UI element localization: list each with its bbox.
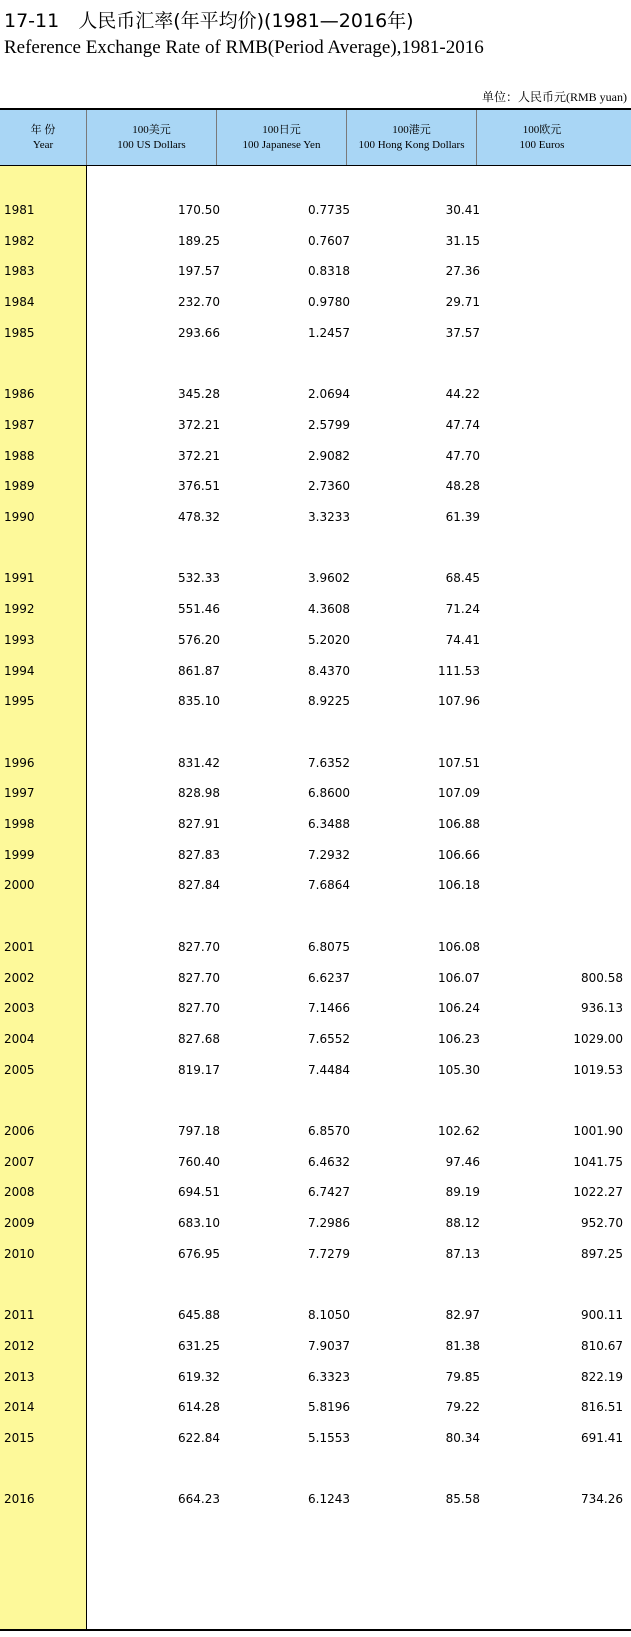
cell-jpy: 3.9602 xyxy=(308,571,350,586)
cell-hkd: 47.74 xyxy=(445,417,480,432)
cell-jpy: 0.7735 xyxy=(308,203,350,217)
table-row xyxy=(0,264,631,284)
cell-usd: 622.84 xyxy=(178,1431,220,1445)
cell-jpy: 8.9225 xyxy=(308,694,350,709)
cell-year: 2004 xyxy=(4,1031,35,1046)
cell-jpy: 2.0694 xyxy=(308,387,350,402)
cell-year: 2005 xyxy=(4,1062,35,1077)
cell-jpy: 7.1466 xyxy=(308,1001,350,1016)
cell-usd: 827.70 xyxy=(178,970,220,985)
header-usd-cn: 100美元 xyxy=(132,123,171,136)
cell-eur: 952.70 xyxy=(581,1216,623,1231)
table-row xyxy=(0,786,631,806)
table-row xyxy=(0,1001,631,1021)
cell-jpy: 4.3608 xyxy=(308,602,350,617)
cell-usd: 797.18 xyxy=(178,1124,220,1138)
header-year-cn: 年 份 xyxy=(30,123,56,136)
cell-year: 2011 xyxy=(4,1308,35,1323)
cell-eur: 900.11 xyxy=(581,1308,623,1323)
cell-year: 2008 xyxy=(4,1185,35,1200)
table-row xyxy=(0,387,631,407)
table-top-rule xyxy=(0,108,631,110)
cell-jpy: 8.4370 xyxy=(308,663,350,678)
cell-year: 1992 xyxy=(4,602,35,617)
cell-jpy: 5.2020 xyxy=(308,632,350,647)
cell-usd: 827.91 xyxy=(178,817,220,831)
cell-jpy: 6.7427 xyxy=(308,1185,350,1200)
cell-hkd: 89.19 xyxy=(445,1185,480,1200)
cell-usd: 345.28 xyxy=(178,387,220,402)
cell-year: 2007 xyxy=(4,1154,35,1169)
table-row xyxy=(0,1247,631,1267)
cell-eur: 816.51 xyxy=(581,1400,623,1415)
table-row xyxy=(0,1032,631,1052)
table-row xyxy=(0,295,631,315)
cell-hkd: 106.24 xyxy=(438,1001,480,1016)
cell-jpy: 5.1553 xyxy=(308,1431,350,1445)
cell-usd: 619.32 xyxy=(178,1369,220,1384)
table-row xyxy=(0,664,631,684)
cell-year: 1984 xyxy=(4,295,35,310)
header-year-en: Year xyxy=(32,138,54,151)
cell-year: 1997 xyxy=(4,786,35,801)
cell-usd: 831.42 xyxy=(178,755,220,770)
cell-year: 1993 xyxy=(4,632,35,647)
cell-year: 2010 xyxy=(4,1246,35,1261)
cell-year: 2013 xyxy=(4,1369,35,1384)
cell-hkd: 71.24 xyxy=(445,602,480,617)
cell-eur: 936.13 xyxy=(581,1001,623,1016)
cell-jpy: 7.7279 xyxy=(308,1246,350,1261)
table-row xyxy=(0,1185,631,1205)
cell-year: 1999 xyxy=(4,847,35,862)
cell-hkd: 111.53 xyxy=(438,663,480,678)
table-row xyxy=(0,633,631,653)
cell-hkd: 106.88 xyxy=(438,817,480,831)
cell-year: 2009 xyxy=(4,1216,35,1231)
cell-year: 1998 xyxy=(4,817,35,831)
cell-usd: 576.20 xyxy=(178,632,220,647)
cell-usd: 827.70 xyxy=(178,939,220,954)
cell-hkd: 85.58 xyxy=(445,1492,480,1507)
cell-year: 1987 xyxy=(4,417,35,432)
cell-eur: 1029.00 xyxy=(573,1031,623,1046)
cell-usd: 551.46 xyxy=(178,602,220,617)
cell-jpy: 8.1050 xyxy=(308,1308,350,1323)
cell-jpy: 0.7607 xyxy=(308,233,350,248)
header-year xyxy=(0,110,87,165)
cell-year: 1988 xyxy=(4,448,35,463)
cell-eur: 691.41 xyxy=(581,1431,623,1445)
cell-jpy: 3.3233 xyxy=(308,510,350,524)
cell-usd: 819.17 xyxy=(178,1062,220,1077)
exchange-rate-table xyxy=(0,108,631,1633)
header-eur xyxy=(477,110,607,165)
cell-usd: 827.83 xyxy=(178,847,220,862)
cell-hkd: 68.45 xyxy=(445,571,480,586)
cell-hkd: 107.96 xyxy=(438,694,480,709)
cell-usd: 760.40 xyxy=(178,1154,220,1169)
cell-year: 1986 xyxy=(4,387,35,402)
cell-jpy: 6.1243 xyxy=(308,1492,350,1507)
cell-eur: 1022.27 xyxy=(573,1185,623,1200)
cell-usd: 478.32 xyxy=(178,510,220,524)
header-usd xyxy=(87,110,217,165)
cell-year: 1985 xyxy=(4,325,35,340)
cell-eur: 1041.75 xyxy=(573,1154,623,1169)
header-eur-en: 100 Euros xyxy=(519,138,565,151)
cell-jpy: 7.2986 xyxy=(308,1216,350,1231)
table-row xyxy=(0,1339,631,1359)
cell-jpy: 2.9082 xyxy=(308,448,350,463)
cell-year: 2003 xyxy=(4,1001,35,1016)
table-row xyxy=(0,878,631,898)
cell-jpy: 6.6237 xyxy=(308,970,350,985)
cell-year: 1989 xyxy=(4,479,35,494)
cell-hkd: 107.09 xyxy=(438,786,480,801)
cell-jpy: 6.3488 xyxy=(308,817,350,831)
cell-eur: 1001.90 xyxy=(573,1124,623,1138)
cell-year: 2014 xyxy=(4,1400,35,1415)
unit-note: 单位：人民币元(RMB yuan) xyxy=(482,90,627,104)
table-row xyxy=(0,510,631,530)
table-row xyxy=(0,234,631,254)
cell-year: 2015 xyxy=(4,1431,35,1445)
cell-jpy: 7.2932 xyxy=(308,847,350,862)
cell-usd: 664.23 xyxy=(178,1492,220,1507)
cell-hkd: 102.62 xyxy=(438,1124,480,1138)
table-row xyxy=(0,326,631,346)
cell-usd: 828.98 xyxy=(178,786,220,801)
table-row xyxy=(0,418,631,438)
cell-hkd: 29.71 xyxy=(445,295,480,310)
cell-eur: 897.25 xyxy=(581,1246,623,1261)
header-jpy-en: 100 Japanese Yen xyxy=(242,138,321,151)
table-row xyxy=(0,1431,631,1451)
table-row xyxy=(0,971,631,991)
cell-year: 1994 xyxy=(4,663,35,678)
cell-year: 2001 xyxy=(4,939,35,954)
cell-hkd: 48.28 xyxy=(445,479,480,494)
cell-year: 1996 xyxy=(4,755,35,770)
cell-usd: 861.87 xyxy=(178,663,220,678)
cell-hkd: 88.12 xyxy=(445,1216,480,1231)
cell-jpy: 7.6352 xyxy=(308,755,350,770)
cell-jpy: 1.2457 xyxy=(308,325,350,340)
cell-jpy: 0.9780 xyxy=(308,295,350,310)
table-row xyxy=(0,479,631,499)
header-usd-en: 100 US Dollars xyxy=(117,138,186,151)
cell-jpy: 6.8600 xyxy=(308,786,350,801)
cell-hkd: 82.97 xyxy=(445,1308,480,1323)
cell-hkd: 106.66 xyxy=(438,847,480,862)
cell-year: 1982 xyxy=(4,233,35,248)
cell-year: 2016 xyxy=(4,1492,35,1507)
cell-jpy: 2.7360 xyxy=(308,479,350,494)
cell-usd: 631.25 xyxy=(178,1338,220,1353)
cell-usd: 827.84 xyxy=(178,878,220,893)
table-row xyxy=(0,756,631,776)
cell-hkd: 80.34 xyxy=(445,1431,480,1445)
cell-usd: 376.51 xyxy=(178,479,220,494)
header-jpy xyxy=(217,110,347,165)
cell-usd: 827.70 xyxy=(178,1001,220,1016)
header-hkd-en: 100 Hong Kong Dollars xyxy=(358,138,465,151)
header-jpy-cn: 100日元 xyxy=(262,123,301,136)
cell-usd: 614.28 xyxy=(178,1400,220,1415)
cell-year: 2002 xyxy=(4,970,35,985)
cell-hkd: 79.22 xyxy=(445,1400,480,1415)
cell-usd: 683.10 xyxy=(178,1216,220,1231)
table-row xyxy=(0,1063,631,1083)
cell-jpy: 5.8196 xyxy=(308,1400,350,1415)
table-row xyxy=(0,1308,631,1328)
table-row xyxy=(0,602,631,622)
cell-eur: 800.58 xyxy=(581,970,623,985)
cell-eur: 810.67 xyxy=(581,1338,623,1353)
header-hkd xyxy=(347,110,477,165)
cell-hkd: 106.23 xyxy=(438,1031,480,1046)
cell-year: 2012 xyxy=(4,1338,35,1353)
cell-hkd: 31.15 xyxy=(445,233,480,248)
table-row xyxy=(0,1492,631,1512)
cell-jpy: 6.8570 xyxy=(308,1124,350,1138)
table-row xyxy=(0,694,631,714)
cell-hkd: 30.41 xyxy=(445,203,480,217)
header-hkd-cn: 100港元 xyxy=(392,123,431,136)
cell-usd: 645.88 xyxy=(178,1308,220,1323)
cell-jpy: 6.8075 xyxy=(308,939,350,954)
table-row xyxy=(0,1370,631,1390)
cell-jpy: 0.8318 xyxy=(308,264,350,279)
cell-usd: 189.25 xyxy=(178,233,220,248)
cell-jpy: 7.4484 xyxy=(308,1062,350,1077)
cell-hkd: 87.13 xyxy=(445,1246,480,1261)
cell-hkd: 27.36 xyxy=(445,264,480,279)
cell-year: 1990 xyxy=(4,510,35,524)
cell-usd: 372.21 xyxy=(178,448,220,463)
cell-year: 1981 xyxy=(4,203,35,217)
header-eur-cn: 100欧元 xyxy=(522,123,562,136)
cell-usd: 835.10 xyxy=(178,694,220,709)
cell-hkd: 47.70 xyxy=(445,448,480,463)
cell-hkd: 97.46 xyxy=(445,1154,480,1169)
cell-jpy: 6.4632 xyxy=(308,1154,350,1169)
table-row xyxy=(0,203,631,223)
table-row xyxy=(0,449,631,469)
cell-year: 2000 xyxy=(4,878,35,893)
cell-usd: 197.57 xyxy=(178,264,220,279)
cell-year: 1991 xyxy=(4,571,35,586)
table-bottom-rule xyxy=(0,1629,631,1631)
page-title-english: Reference Exchange Rate of RMB(Period Average),1981-2016 xyxy=(4,37,484,58)
cell-usd: 232.70 xyxy=(178,295,220,310)
cell-jpy: 7.9037 xyxy=(308,1338,350,1353)
cell-jpy: 7.6552 xyxy=(308,1031,350,1046)
cell-hkd: 106.07 xyxy=(438,970,480,985)
cell-usd: 532.33 xyxy=(178,571,220,586)
cell-eur: 734.26 xyxy=(581,1492,623,1507)
cell-year: 1995 xyxy=(4,694,35,709)
cell-year: 1983 xyxy=(4,264,35,279)
cell-usd: 827.68 xyxy=(178,1031,220,1046)
cell-hkd: 106.18 xyxy=(438,878,480,893)
table-row xyxy=(0,1124,631,1144)
cell-usd: 293.66 xyxy=(178,325,220,340)
cell-usd: 372.21 xyxy=(178,417,220,432)
cell-usd: 694.51 xyxy=(178,1185,220,1200)
cell-hkd: 107.51 xyxy=(438,755,480,770)
table-row xyxy=(0,940,631,960)
table-row xyxy=(0,1216,631,1236)
cell-usd: 676.95 xyxy=(178,1246,220,1261)
table-header xyxy=(0,110,631,166)
cell-hkd: 105.30 xyxy=(438,1062,480,1077)
table-row xyxy=(0,848,631,868)
cell-hkd: 44.22 xyxy=(445,387,480,402)
cell-jpy: 7.6864 xyxy=(308,878,350,893)
cell-hkd: 61.39 xyxy=(445,510,480,524)
table-row xyxy=(0,817,631,837)
table-row xyxy=(0,1400,631,1420)
cell-year: 2006 xyxy=(4,1124,35,1138)
cell-jpy: 6.3323 xyxy=(308,1369,350,1384)
cell-hkd: 37.57 xyxy=(445,325,480,340)
cell-hkd: 81.38 xyxy=(445,1338,480,1353)
table-row xyxy=(0,1155,631,1175)
page-title-chinese: 17-11 人民币汇率(年平均价)(1981—2016年) xyxy=(4,10,414,32)
cell-hkd: 106.08 xyxy=(438,939,480,954)
table-row xyxy=(0,571,631,591)
cell-eur: 822.19 xyxy=(581,1369,623,1384)
cell-eur: 1019.53 xyxy=(573,1062,623,1077)
cell-usd: 170.50 xyxy=(178,203,220,217)
cell-hkd: 74.41 xyxy=(445,632,480,647)
cell-jpy: 2.5799 xyxy=(308,417,350,432)
cell-hkd: 79.85 xyxy=(445,1369,480,1384)
